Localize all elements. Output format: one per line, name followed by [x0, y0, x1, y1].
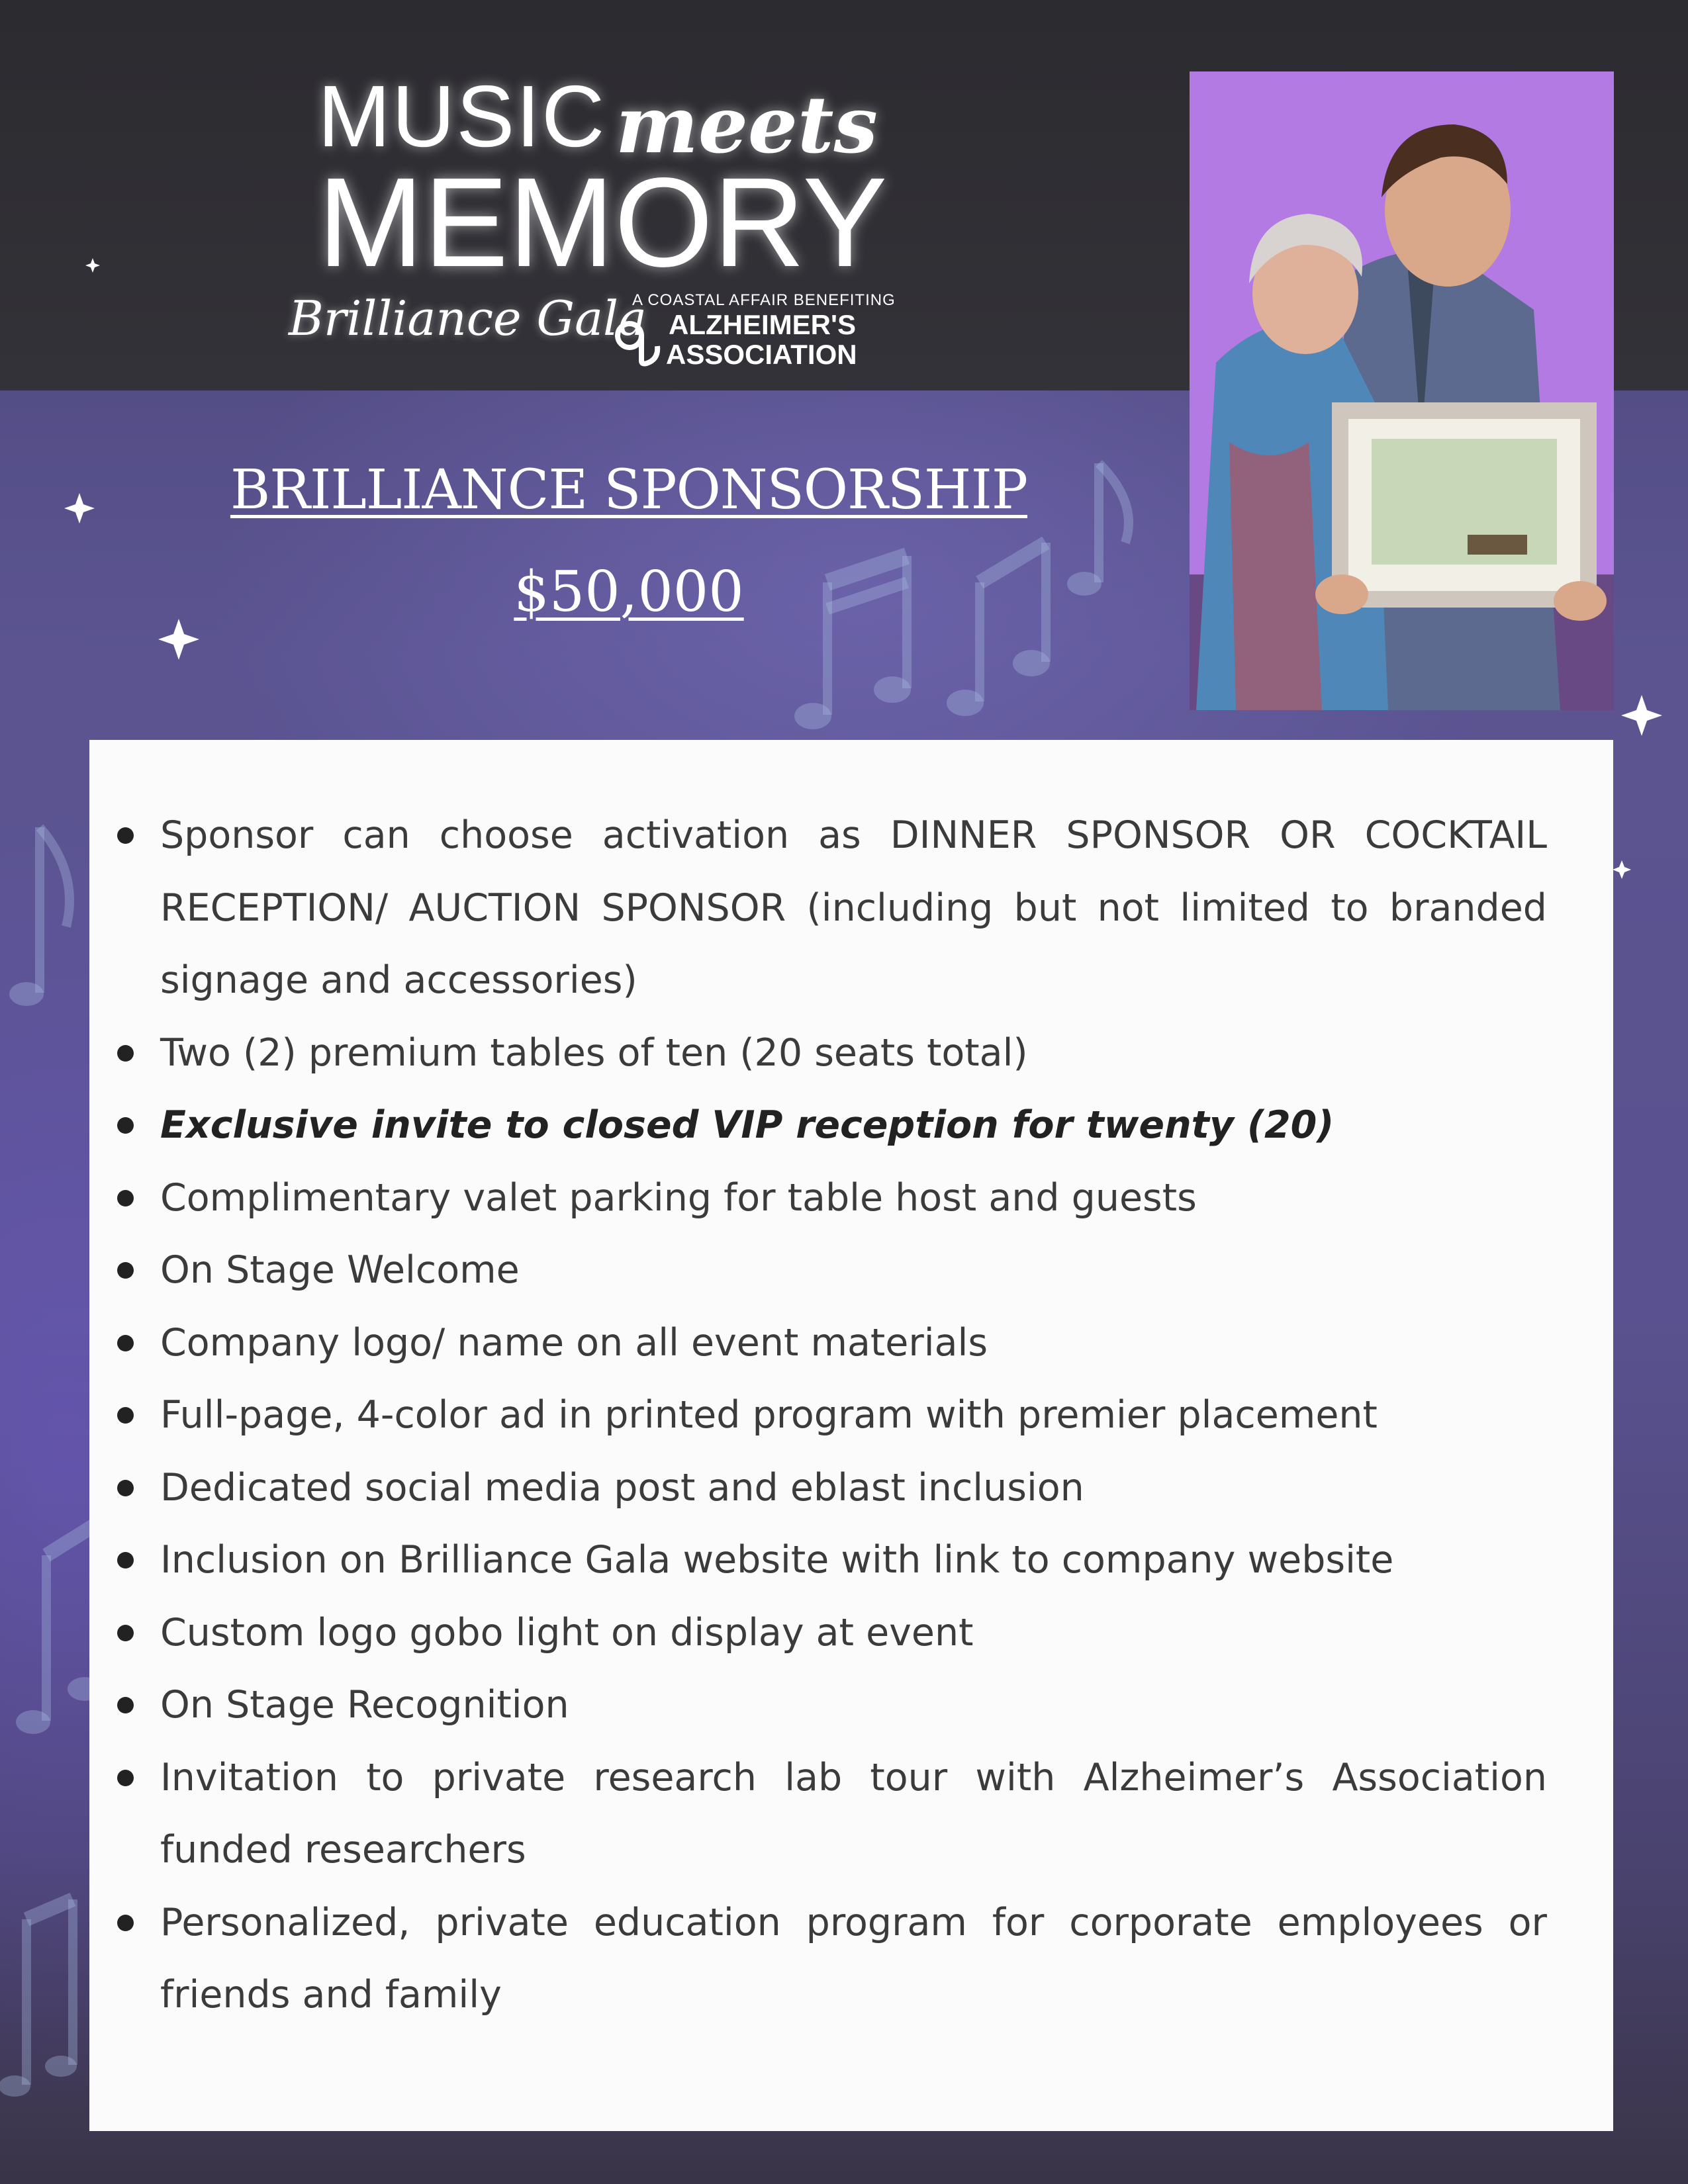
alzheimers-association-icon	[612, 314, 665, 367]
list-item	[89, 1742, 1547, 1887]
list-item	[89, 1017, 1547, 1090]
list-item	[89, 1162, 1547, 1235]
list-item	[89, 1597, 1547, 1670]
benefit-text: Sponsor can choose activation as DINNER SPONSOR OR COCKTAIL RECEPTION/ AUCTION SPONSOR (including but not limited to branded signage and accessories)	[160, 813, 1547, 1002]
bullet-icon	[117, 827, 134, 844]
sponsorship-price: $50,000	[514, 559, 744, 624]
list-item	[89, 1887, 1547, 2032]
bullet-icon	[117, 1697, 134, 1713]
benefit-text: Complimentary valet parking for table host and guests	[160, 1175, 1197, 1220]
list-item	[89, 799, 1547, 1017]
bullet-icon	[117, 1262, 134, 1279]
bullet-icon	[117, 1117, 134, 1134]
benefit-text: Personalized, private education program for corporate employees or friends and family	[160, 1900, 1547, 2017]
list-item	[89, 1669, 1547, 1742]
logo-gala-text: Brilliance Gala	[289, 291, 647, 346]
benefit-text: On Stage Welcome	[160, 1248, 520, 1292]
benefit-text: Invitation to private research lab tour with Alzheimer’s Association funded researchers	[160, 1755, 1547, 1872]
list-item	[89, 1452, 1547, 1525]
logo-music-text: MUSIC	[318, 68, 606, 165]
bullet-icon	[117, 1480, 134, 1496]
bullet-icon	[117, 1407, 134, 1424]
bullet-icon	[117, 1552, 134, 1569]
event-logo	[278, 40, 896, 377]
sponsorship-title: BRILLIANCE SPONSORSHIP	[230, 459, 1028, 522]
photo-illustration	[1190, 71, 1614, 710]
bullet-icon	[117, 1190, 134, 1206]
bullet-icon	[117, 1625, 134, 1641]
honoree-photo	[1190, 71, 1614, 710]
bullet-icon	[117, 1335, 134, 1351]
logo-meets-text: meets	[616, 79, 878, 171]
list-item	[89, 1089, 1547, 1162]
benefit-text: Full-page, 4-color ad in printed program with premier placement	[160, 1393, 1378, 1437]
bullet-icon	[117, 1915, 134, 1931]
benefits-card	[89, 740, 1613, 2131]
list-item	[89, 1307, 1547, 1380]
logo-memory-text: MEMORY	[318, 151, 888, 293]
benefit-text: Exclusive invite to closed VIP reception for twenty (20)	[160, 1103, 1335, 1147]
benefits-list	[89, 799, 1613, 2032]
benefit-text: Inclusion on Brilliance Gala website with link to company website	[160, 1538, 1394, 1582]
list-item	[89, 1524, 1547, 1597]
logo-alzheimers-text: ALZHEIMER'S	[669, 309, 856, 340]
list-item	[89, 1234, 1547, 1307]
benefit-text: Custom logo gobo light on display at event	[160, 1610, 974, 1655]
list-item	[89, 1379, 1547, 1452]
bullet-icon	[117, 1770, 134, 1786]
benefit-text: Dedicated social media post and eblast inclusion	[160, 1465, 1084, 1510]
benefit-text: Two (2) premium tables of ten (20 seats total)	[160, 1030, 1028, 1075]
benefit-text: On Stage Recognition	[160, 1683, 569, 1727]
logo-association-text: ASSOCIATION	[666, 339, 857, 370]
logo-coastal-text: A COASTAL AFFAIR BENEFITING	[632, 291, 896, 309]
bullet-icon	[117, 1045, 134, 1062]
benefit-text: Company logo/ name on all event materials	[160, 1320, 988, 1365]
